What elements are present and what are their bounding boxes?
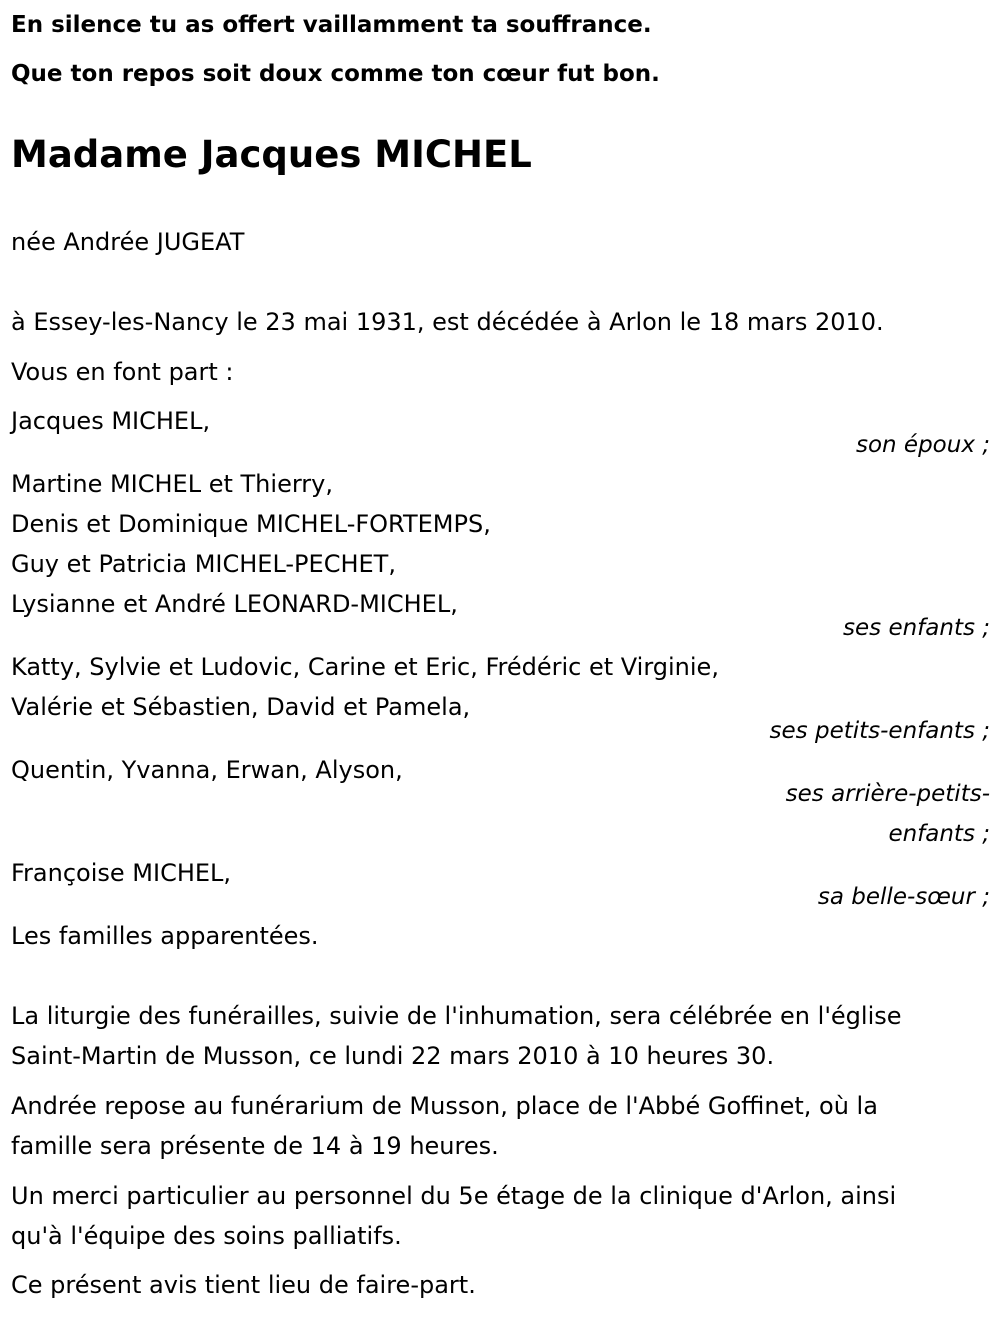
children-relation: ses enfants ;: [843, 615, 990, 641]
child-line: Guy et Patricia MICHEL-PECHET,: [11, 550, 396, 578]
epigraph-line-1: En silence tu as offert vaillamment ta souffrance.: [11, 12, 652, 38]
child-line: Denis et Dominique MICHEL-FORTEMPS,: [11, 510, 491, 538]
child-line: Lysianne et André LEONARD-MICHEL,: [11, 590, 458, 618]
grandchildren-line: Valérie et Sébastien, David et Pamela,: [11, 693, 471, 721]
repose-line-2: famille sera présente de 14 à 19 heures.: [11, 1132, 499, 1160]
thanks-line-2: qu'à l'équipe des soins palliatifs.: [11, 1222, 402, 1250]
sister-in-law-name: Françoise MICHEL,: [11, 859, 232, 887]
liturgy-line-2: Saint-Martin de Musson, ce lundi 22 mars 2010 à 10 heures 30.: [11, 1042, 775, 1070]
child-line: Martine MICHEL et Thierry,: [11, 470, 333, 498]
great-grandchildren-line: Quentin, Yvanna, Erwan, Alyson,: [11, 756, 403, 784]
grandchildren-line: Katty, Sylvie et Ludovic, Carine et Eric, Frédéric et Virginie,: [11, 653, 719, 681]
related-families: Les familles apparentées.: [11, 922, 319, 950]
announcement-intro: Vous en font part :: [11, 358, 234, 386]
great-grandchildren-relation-line-2: enfants ;: [888, 821, 990, 847]
grandchildren-relation: ses petits-enfants ;: [769, 718, 990, 744]
spouse-relation: son époux ;: [855, 432, 990, 458]
birth-death-line: à Essey-les-Nancy le 23 mai 1931, est décédée à Arlon le 18 mars 2010.: [11, 308, 884, 336]
sister-in-law-relation: sa belle-sœur ;: [817, 884, 990, 910]
epigraph-line-2: Que ton repos soit doux comme ton cœur fut bon.: [11, 61, 660, 87]
spouse-name: Jacques MICHEL,: [11, 407, 211, 435]
repose-line-1: Andrée repose au funérarium de Musson, place de l'Abbé Goffinet, où la: [11, 1092, 878, 1120]
great-grandchildren-relation-line-1: ses arrière-petits-: [785, 781, 990, 807]
thanks-line-1: Un merci particulier au personnel du 5e étage de la clinique d'Arlon, ainsi: [11, 1182, 897, 1210]
deceased-name: Madame Jacques MICHEL: [11, 133, 532, 176]
birth-name: née Andrée JUGEAT: [11, 228, 245, 256]
closing-line: Ce présent avis tient lieu de faire-part.: [11, 1271, 476, 1299]
liturgy-line-1: La liturgie des funérailles, suivie de l'inhumation, sera célébrée en l'église: [11, 1002, 902, 1030]
